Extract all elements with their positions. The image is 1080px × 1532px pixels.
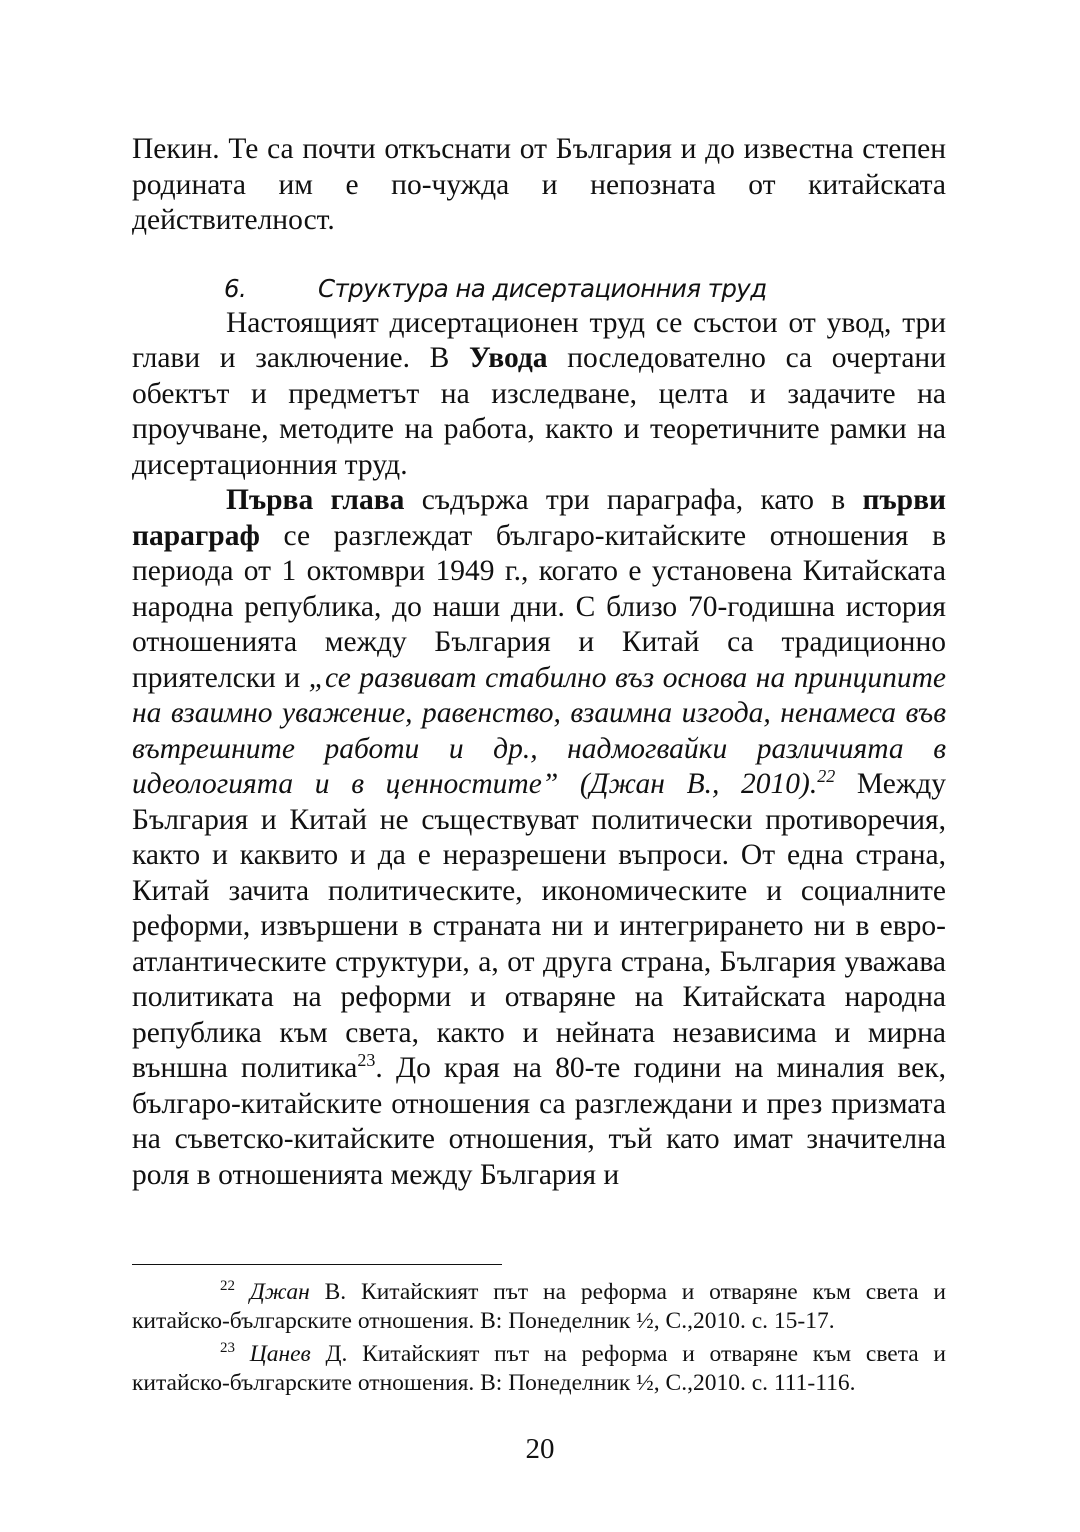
- footnote-ref-22: 22: [817, 766, 836, 787]
- section-title: Структура на дисертационния труд: [318, 273, 767, 303]
- text-run: Между България и Китай не съществуват политически противоречия, както и каквито и да е неразрешени въпроси. От една страна, Китай зачита политическите, икономическите и социалните реформи, извършени в страната ни и интегрирането ни в евро-атлантическите структури, а, от друга страна, България уважава политиката на реформи и отваряне на Китайската народна република към света, както и нейната независима и мирна външна политика: [132, 768, 946, 1084]
- page-body: [132, 132, 946, 1193]
- text-run: се разглеждат българо-китайските отношения в периода от 1 октомври 1949 г., когато е установена Китайската народна република, до наши дни. С близо 70-годишна история отношенията между България и Китай са традиционно приятелски и: [132, 519, 946, 694]
- paragraph-structure: [132, 306, 946, 484]
- footnote-22: [132, 1278, 946, 1336]
- paragraph-chapter-one: [132, 483, 946, 1193]
- footnote-number: 23: [220, 1340, 235, 1357]
- section-number: 6.: [224, 273, 247, 303]
- text-run: последователно са очертани обектът и предметът на изследване, целта и задачите на проучване, методите на работа, както и теоретичните рамки на дисертационния труд.: [132, 342, 946, 481]
- footnote-ref-23: 23: [357, 1050, 376, 1071]
- text-run: Настоящият дисертационен труд се състои от увод, три глави и заключение. В: [132, 306, 946, 374]
- text-run: съдържа три параграфа, като в: [404, 484, 863, 516]
- footnote-separator: [132, 1264, 502, 1265]
- footnote-23: [132, 1340, 946, 1398]
- bold-term-intro: Увода: [469, 342, 548, 374]
- footnote-author: Цанев: [249, 1341, 311, 1367]
- footnote-author: Джан: [249, 1279, 310, 1305]
- section-heading: [132, 272, 946, 306]
- bold-term-first-paragraph: първи параграф: [132, 484, 946, 552]
- paragraph-continuation: Пекин. Те са почти откъснати от България и до известна степен родината им е по-чужда и непозната от китайската действителност.: [132, 133, 946, 236]
- italic-quote: „се развиват стабилно въз основа на принципите на взаимно уважение, равенство, взаимна изгода, ненамеса във вътрешните работи и др., надмогвайки различията в идеологията и в ценностите” (Джан В., 2010).: [132, 661, 946, 800]
- footnote-text: В. Китайският път на реформа и отваряне към света и китайско-българските отношения. В: Понеделник ½, С.,2010. с. 15-17.: [132, 1279, 947, 1334]
- footnotes: [132, 1274, 946, 1398]
- footnote-text: Д. Китайският път на реформа и отваряне към света и китайско-българските отношения. В: Понеделник ½, С.,2010. с. 111-116.: [132, 1341, 946, 1396]
- text-run: . До края на 80-те години на миналия век, българо-китайските отношения са разглеждани и през призмата на съветско-китайските отношения, тъй като имат значителна роля в отношенията между България и: [132, 1052, 946, 1191]
- footnote-number: 22: [220, 1278, 235, 1295]
- page-number: 20: [525, 1433, 555, 1465]
- bold-term-chapter-one: Първа глава: [226, 484, 405, 516]
